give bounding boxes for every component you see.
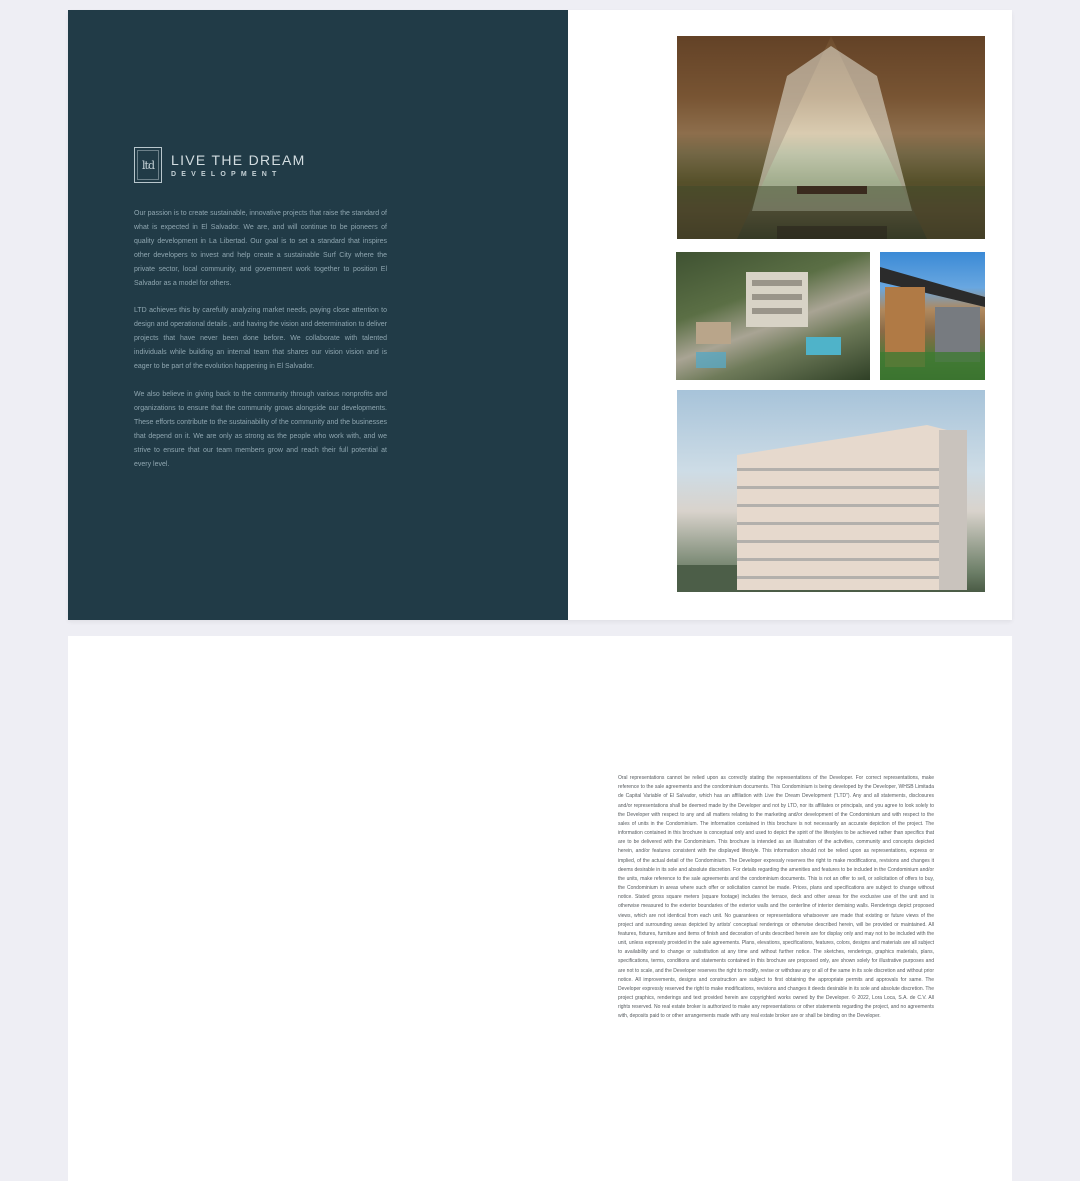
aerial-resort-photo bbox=[676, 252, 870, 380]
company-logo bbox=[134, 147, 306, 183]
ltd-monogram-icon: ltd bbox=[134, 147, 162, 183]
brand-subtitle: DEVELOPMENT bbox=[171, 170, 282, 178]
about-paragraph: LTD achieves this by carefully analyzing market needs, paying close attention to design and operational details , and having the vision and determination to deliver projects that have never been done before. We collaborate with talented individuals while building an internal team that shares our vision vision and is eager to be part of the evolution happening in El Salvador. bbox=[134, 307, 387, 371]
brand-title: LIVE THE DREAM bbox=[171, 151, 306, 168]
villa-exterior-photo bbox=[880, 252, 985, 380]
disclaimer-page bbox=[68, 636, 1012, 1181]
about-panel bbox=[68, 10, 568, 620]
about-paragraph: We also believe in giving back to the community through various nonprofits and organizations to ensure that the community grows alongside our developments. These efforts contribute to the sustainability of the community and the businesses that depend on it. We are only as strong as the people who work with, and we strive to ensure that our team members grow and reach their full potential at every level. bbox=[134, 390, 387, 468]
bamboo-palapa-dining-photo bbox=[677, 36, 985, 239]
about-paragraph: Our passion is to create sustainable, innovative projects that raise the standard of what is expected in El Salvador. We are, and will continue to be pioneers of quality development in La Libertad. Our goal is to set a standard that inspires other developers to invest and help create a sustainable Surf City where the private sector, local community, and government work together to position El Salvador as a model for others. bbox=[134, 210, 387, 287]
about-text bbox=[134, 207, 387, 485]
legal-disclaimer: Oral representations cannot be relied upon as correctly stating the representations of the Developer. For correct representations, make reference to the sale agreements and the condominium documents. This Condominium is being developed by the Developer, WHSB Limitada de Capital Variable of El Salvador, which has an affiliation with Live the Dream Development ("LTD"). Any and all statements, disclosures and/or representations shall be deemed made by the Developer and not by LTD, nor its affiliates or principals, and you agree to look solely to the Developer with respect to any and all matters relating to the marketing and/or development of the Condominium and with respect to the sales of units in the Condominium. The information contained in this brochure is not necessarily an accurate depiction of the project. The information contained in this brochure is conceptual only and used to depict the spirit of the lifestyles to be achieved rather than specifics that are to be delivered with the Condominium. This brochure is intended as an illustration of the activities, community and concepts depicted herein, and/or features consistent with the displayed lifestyle. This information should not be relied upon as representations, express or implied, of the actual detail of the Condominium. The Developer expressly reserves the right to make modifications, revisions and changes it deems desirable in its sole and absolute discretion. For details regarding the amenities and features to be included in the Condominium and/or the units, make reference to the sale agreements and the condominium documents. This is not an offer to sell, or solicitation of offers to buy, the Condominium in areas where such offer or solicitation cannot be made. Prices, plans and specifications are subject to change without notice. Stated gross square meters (square footage) includes the terrace, deck and other areas for the exclusive use of the unit and is otherwise measured to the exterior boundaries of the exterior walls and the centerline of interior demising walls. Renderings depict proposed views, which are not identical from each unit. No guarantees or representations whatsoever are made that existing or future views of the project and surrounding areas depicted by artists' conceptual renderings or otherwise described herein, will be provided or maintained. All features, fixtures, furniture and items of finish and decoration of units described herein are for display only and may not to be included with the unit, unless expressly provided in the sale agreements. Plans, elevations, specifications, features, colors, designs and materials are all subject to availability and to change or substitution at any time and without further notice. The sketches, renderings, graphics materials, plans, specifications, terms, conditions and statements contained in this brochure are proposed only, are shown solely for illustrative purposes and are not to scale, and the Developer reserves the right to modify, revise or withdraw any or all of the same in its sole discretion and without prior notice. All improvements, designs and construction are subject to first obtaining the appropriate permits and approvals for same. The Developer expressly reserved the right to make modifications, revisions and changes it deeds desirable in its sole and absolute discretion. The project graphics, renderings and text provided herein are copyrighted works owned by the Developer. © 2022, Lora Loca, S.A. de C.V. All rights reserved. No real estate broker is authorized to make any representations or other statements regarding the project, and no agreements with, deposits paid to or other arrangements made with any real estate broker are or shall be binding on the Developer. bbox=[618, 775, 934, 1020]
brochure-spread bbox=[68, 10, 1012, 620]
condominium-tower-rendering bbox=[677, 390, 985, 592]
